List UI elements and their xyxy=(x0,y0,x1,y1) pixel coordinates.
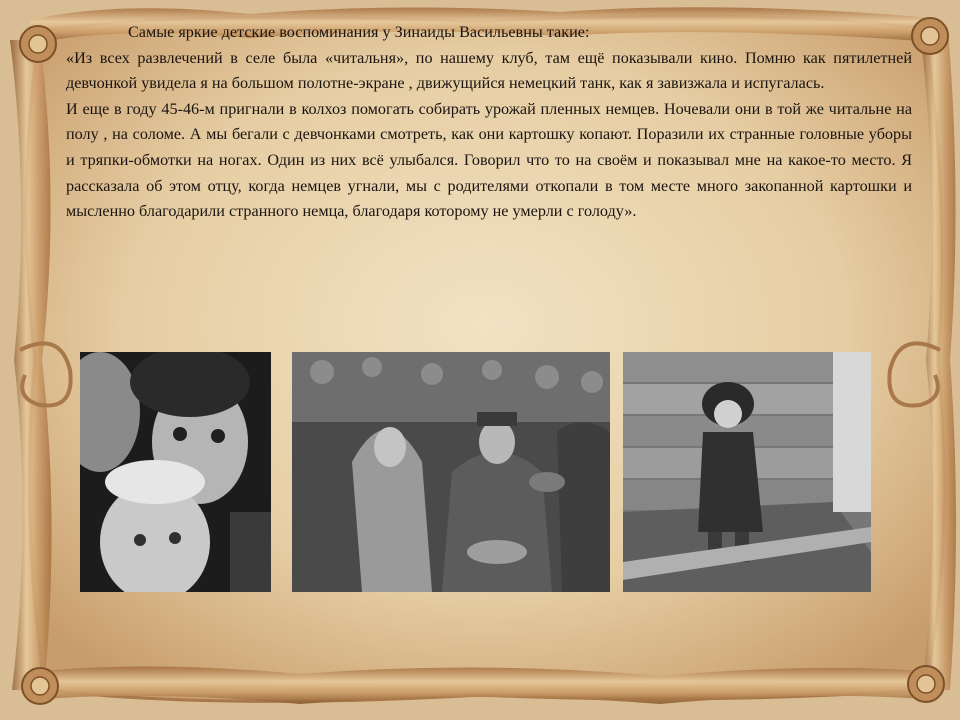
photo-prisoners xyxy=(292,352,610,592)
photo-child-log-wall xyxy=(623,352,871,592)
story-text xyxy=(66,20,912,225)
intro-line: Самые яркие детские воспоминания у Зинаиды Васильевны такие: xyxy=(128,23,590,41)
paragraph-cinema: «Из всех развлечений в селе была «читальня», по нашему клуб, там ещё показывали кино. Помню как пятилетней девчонкой увидела я на большом полотне-экране , движущийся немецкий танк, как я завизжала и испугалась. xyxy=(66,48,912,93)
paragraph-prisoners: И еще в году 45-46-м пригнали в колхоз помогать собирать урожай пленных немцев. Ночевали они в той же читальне на полу , на соломе. А мы бегали с девчонками смотреть, как они картошку копают. Поразили их странные головные уборы и тряпки-обмотки на ногах. Один из них всё улыбался. Говорил что то на своём и показывал мне на какое-то место. Я рассказала об этом отцу, когда немцев угнали, мы с родителями откопали в том месте много закопанной картошки и мысленно благодарили странного немца, благодаря которому не умерли с голоду». xyxy=(66,99,912,221)
photo-children xyxy=(80,352,271,592)
